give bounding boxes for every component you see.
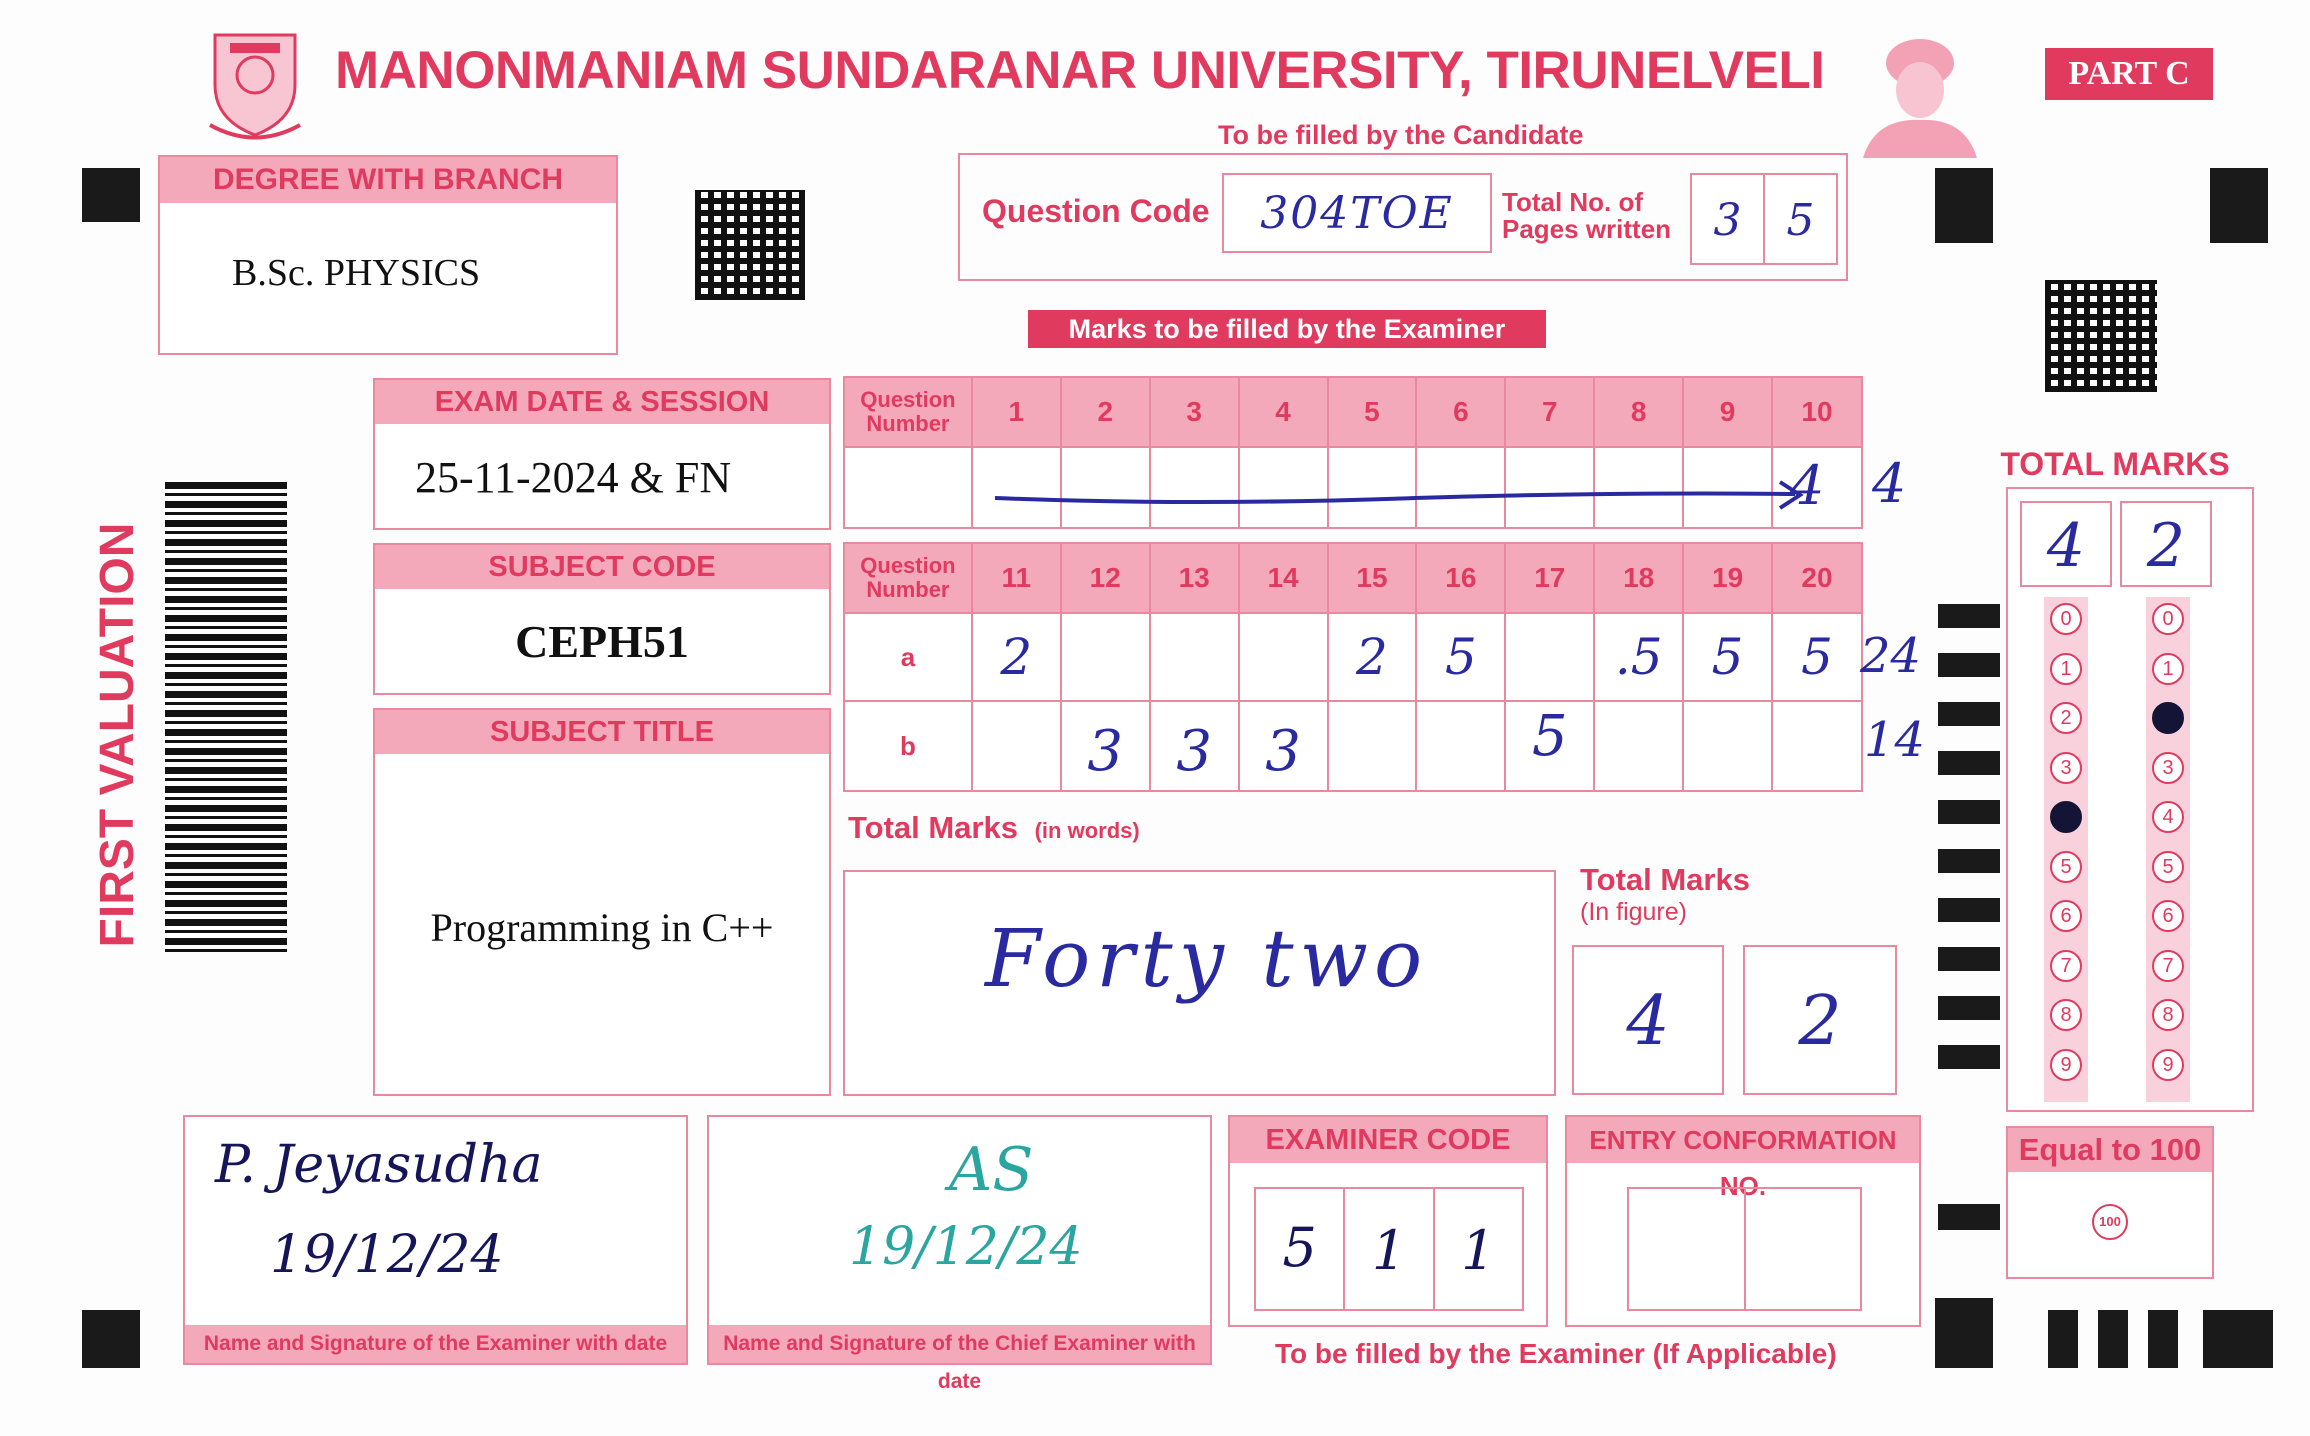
question-number: 14 — [1240, 544, 1329, 612]
exam-date-box — [373, 378, 831, 530]
entry-conformation-field[interactable] — [1627, 1187, 1862, 1311]
examiner-code-field[interactable] — [1254, 1187, 1524, 1311]
omr-bubble-left-3[interactable]: 3 — [2050, 752, 2082, 784]
total-words-field[interactable] — [843, 870, 1556, 1096]
subject-code-label: SUBJECT CODE — [375, 545, 829, 589]
omr-bubble-right-9[interactable]: 9 — [2152, 1049, 2184, 1081]
grid1-qlabel-line2: Number — [866, 411, 950, 436]
entry-conformation-box — [1565, 1115, 1921, 1327]
question-code-value: 304TOE — [1260, 188, 1454, 239]
pages-label-line2: Pages written — [1502, 214, 1672, 244]
total-figure-digit-2[interactable] — [1743, 945, 1897, 1095]
question-code-field[interactable] — [1222, 173, 1492, 253]
registration-mark — [1935, 168, 1993, 243]
mark-cell[interactable] — [1773, 702, 1861, 790]
mark-cell[interactable] — [1595, 702, 1684, 790]
first-valuation-label — [88, 505, 148, 965]
omr-bubble-right-5[interactable]: 5 — [2152, 851, 2184, 883]
founder-portrait — [1855, 28, 1985, 158]
omr-bubble-right-2[interactable]: 2 — [2152, 702, 2184, 734]
subject-code-box — [373, 543, 831, 695]
grid1-side-total: 4 — [1872, 452, 1907, 515]
question-number: 7 — [1506, 378, 1595, 446]
grid1-header-row — [845, 378, 1861, 446]
candidate-note: To be filled by the Candidate — [1218, 120, 1584, 150]
grid2-qlabel-line2: Number — [866, 577, 950, 602]
omr-bubble-right-3[interactable]: 3 — [2152, 752, 2184, 784]
omr-bubble-right-0[interactable]: 0 — [2152, 603, 2184, 635]
part-label: PART C — [2068, 55, 2190, 92]
examiner-signature-box — [183, 1115, 688, 1365]
mark-cell[interactable] — [1151, 614, 1240, 700]
omr-digit-box-1[interactable] — [2020, 501, 2112, 587]
omr-bubble-left-9[interactable]: 9 — [2050, 1049, 2082, 1081]
omr-digit-box-2[interactable] — [2120, 501, 2212, 587]
omr-digit: 2 — [2146, 511, 2186, 581]
omr-panel — [2006, 487, 2254, 1112]
equal-100-box — [2006, 1126, 2214, 1279]
omr-bubble-left-5[interactable]: 5 — [2050, 851, 2082, 883]
question-number: 3 — [1151, 378, 1240, 446]
grid2-row-b — [845, 700, 1861, 790]
question-number: 18 — [1595, 544, 1684, 612]
grid2-qlabel-line1: Question — [860, 553, 956, 578]
question-number: 6 — [1417, 378, 1506, 446]
grid1-mark-q10: 4 — [1790, 454, 1825, 517]
question-number: 1 — [973, 378, 1062, 446]
registration-mark — [2210, 168, 2268, 243]
examiner-code-label: EXAMINER CODE — [1230, 1117, 1546, 1163]
chief-signature-mark: AS — [949, 1135, 1034, 1205]
mark-cell[interactable]: 5 — [1684, 614, 1773, 700]
question-number: 20 — [1801, 562, 1833, 593]
mark-cell[interactable] — [1417, 702, 1506, 790]
degree-label: DEGREE WITH BRANCH — [160, 157, 616, 203]
pages-field[interactable] — [1690, 173, 1838, 265]
total-figure-sub: (In figure) — [1580, 898, 1687, 926]
pages-label — [1502, 189, 1671, 243]
footer-note: To be filled by the Examiner (If Applicable) — [1275, 1338, 1837, 1369]
grid1-qlabel-line1: Question — [860, 387, 956, 412]
mark-cell[interactable]: 5 — [1801, 628, 1833, 686]
total-words-heading — [848, 810, 1140, 846]
marks-grid-1 — [843, 376, 1863, 529]
grid2-row-a — [845, 612, 1861, 700]
examiner-signature-caption: Name and Signature of the Examiner with date — [185, 1325, 686, 1363]
omr-bubble-right-1[interactable]: 1 — [2152, 653, 2184, 685]
chief-signature-date: 19/12/24 — [849, 1217, 1083, 1277]
examiner-signature-name: P. Jeyasudha — [215, 1135, 543, 1195]
subject-title-box — [373, 708, 831, 1096]
examiner-code-box — [1228, 1115, 1548, 1327]
examiner-banner-text: Marks to be filled by the Examiner — [1068, 314, 1506, 344]
chief-signature-box — [707, 1115, 1212, 1393]
registration-mark — [1935, 1298, 1993, 1368]
mark-cell[interactable]: 3 — [1062, 702, 1151, 790]
university-title: MANONMANIAM SUNDARANAR UNIVERSITY, TIRUNELVELI — [335, 41, 1825, 100]
mark-cell[interactable]: 3 — [1240, 702, 1329, 790]
barcode — [165, 482, 287, 952]
question-number: 4 — [1240, 378, 1329, 446]
omr-bubble-left-7[interactable]: 7 — [2050, 950, 2082, 982]
mark-cell[interactable]: 2 — [973, 614, 1062, 700]
question-code-panel — [958, 153, 1848, 281]
row-a-label: a — [845, 614, 973, 700]
exam-date-label: EXAM DATE & SESSION — [375, 380, 829, 424]
question-number: 17 — [1506, 544, 1595, 612]
omr-bubble-left-8[interactable]: 8 — [2050, 999, 2082, 1031]
question-number: 5 — [1329, 378, 1418, 446]
marks-grid-2 — [843, 542, 1863, 792]
question-number: 16 — [1417, 544, 1506, 612]
degree-box — [158, 155, 618, 355]
mark-cell[interactable]: 2 — [1329, 614, 1418, 700]
bubble-100-label: 100 — [2099, 1214, 2121, 1229]
qr-code — [2045, 280, 2157, 392]
question-number: 9 — [1684, 378, 1773, 446]
carry-arrow — [995, 468, 1815, 518]
registration-mark — [82, 1310, 140, 1368]
mark-cell[interactable]: 5 — [1417, 614, 1506, 700]
question-number: 13 — [1151, 544, 1240, 612]
total-words-label: Total Marks — [848, 810, 1018, 845]
omr-bubble-right-7[interactable]: 7 — [2152, 950, 2184, 982]
mark-cell[interactable] — [1684, 702, 1773, 790]
row-b-total: 14 — [1864, 712, 1926, 768]
bubble-100[interactable] — [2092, 1204, 2128, 1240]
omr-bubble-left-1[interactable]: 1 — [2050, 653, 2082, 685]
examiner-code-digit: 1 — [1461, 1219, 1496, 1282]
omr-label: TOTAL MARKS — [2000, 446, 2230, 482]
mark-cell[interactable] — [1062, 614, 1151, 700]
total-figure-heading — [1580, 862, 1750, 927]
examiner-code-digit: 5 — [1256, 1189, 1345, 1309]
question-number: 12 — [1062, 544, 1151, 612]
equal-100-label: Equal to 100 — [2008, 1128, 2212, 1172]
omr-bubble-left-2[interactable]: 2 — [2050, 702, 2082, 734]
mark-cell[interactable] — [1329, 702, 1418, 790]
examiner-banner — [1028, 310, 1546, 348]
omr-timing-mark — [1938, 1204, 2000, 1230]
omr-digit: 4 — [2046, 511, 2086, 581]
exam-date-value: 25-11-2024 & FN — [415, 453, 732, 502]
question-code-label: Question Code — [982, 193, 1210, 229]
mark-cell[interactable]: .5 — [1595, 614, 1684, 700]
total-words-value: Forty two — [985, 912, 1429, 1005]
qr-code — [695, 190, 805, 300]
registration-mark — [82, 168, 140, 222]
row-b-label: b — [845, 702, 973, 790]
mark-cell[interactable]: 3 — [1151, 702, 1240, 790]
mark-cell[interactable] — [973, 702, 1062, 790]
question-number: 11 — [973, 544, 1062, 612]
total-words-sub: (in words) — [1034, 818, 1140, 843]
omr-bubble-left-6[interactable]: 6 — [2050, 900, 2082, 932]
part-badge — [2045, 48, 2213, 100]
first-valuation-text: FIRST VALUATION — [91, 522, 144, 948]
omr-bubble-left-0[interactable]: 0 — [2050, 603, 2082, 635]
total-figure-label: Total Marks — [1580, 862, 1750, 897]
chief-signature-caption: Name and Signature of the Chief Examiner with date — [709, 1325, 1210, 1363]
question-number: 15 — [1329, 544, 1418, 612]
question-number: 10 — [1801, 396, 1833, 427]
subject-title-value: Programming in C++ — [430, 905, 774, 950]
examiner-signature-date: 19/12/24 — [270, 1225, 504, 1285]
total-figure-value: 4 — [1626, 982, 1670, 1061]
examiner-code-digit: 1 — [1345, 1189, 1434, 1309]
degree-value: B.Sc. PHYSICS — [232, 252, 481, 294]
question-number: 2 — [1062, 378, 1151, 446]
grid2-qlabel — [845, 544, 973, 612]
omr-bubble-right-6[interactable]: 6 — [2152, 900, 2184, 932]
entry-conformation-label: ENTRY CONFORMATION NO. — [1567, 1117, 1919, 1163]
omr-bubble-left-4[interactable]: 4 — [2050, 801, 2082, 833]
registration-bars — [2048, 1310, 2273, 1368]
subject-title-label: SUBJECT TITLE — [375, 710, 829, 754]
omr-bubble-right-4[interactable]: 4 — [2152, 801, 2184, 833]
pages-digit: 5 — [1786, 195, 1815, 246]
university-seal — [205, 25, 305, 143]
question-number: 19 — [1684, 544, 1773, 612]
pages-digit: 3 — [1692, 175, 1765, 263]
question-number: 8 — [1595, 378, 1684, 446]
omr-bubble-right-8[interactable]: 8 — [2152, 999, 2184, 1031]
total-figure-value: 2 — [1798, 982, 1842, 1061]
row-a-total: 24 — [1860, 628, 1922, 684]
pages-label-line1: Total No. of — [1502, 187, 1644, 217]
grid2-header-row — [845, 544, 1861, 612]
grid1-qlabel — [845, 378, 973, 446]
mark-cell[interactable] — [1240, 614, 1329, 700]
omr-timing-marks — [1938, 604, 2000, 1084]
mark-cell[interactable]: 5 — [1506, 702, 1595, 790]
subject-code-value: CEPH51 — [515, 616, 689, 667]
total-figure-digit-1[interactable] — [1572, 945, 1724, 1095]
mark-cell[interactable] — [1506, 614, 1595, 700]
